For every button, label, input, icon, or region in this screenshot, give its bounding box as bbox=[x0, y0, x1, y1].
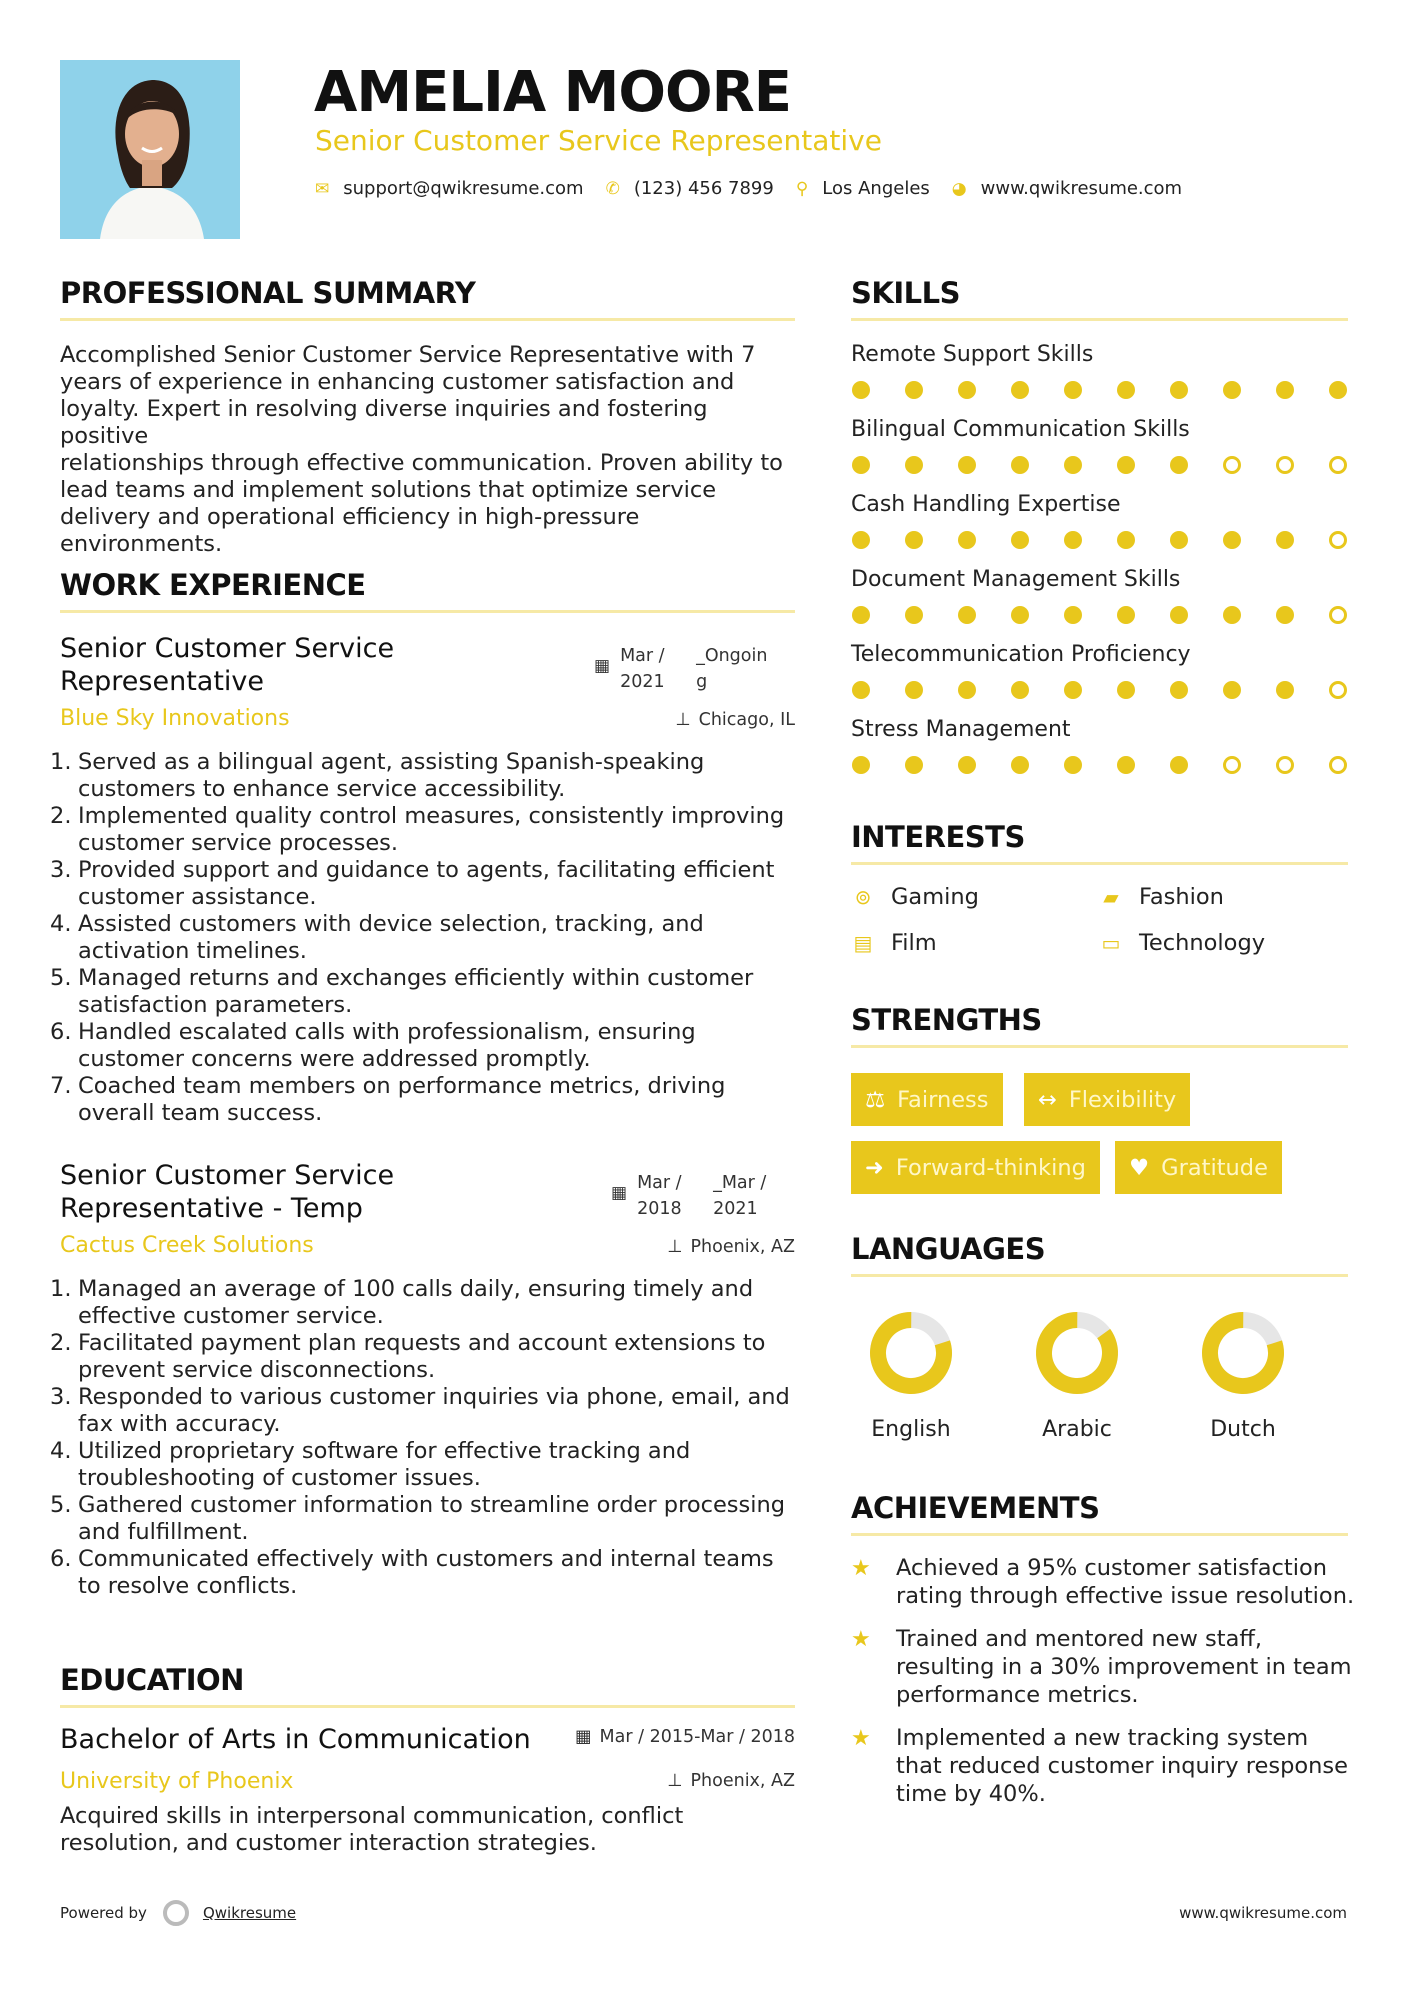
skills-heading: SKILLS bbox=[851, 276, 960, 310]
interest-item bbox=[1099, 884, 1224, 910]
job-start-date: Mar / 2021 bbox=[620, 646, 665, 692]
skill-dot-empty bbox=[1329, 456, 1347, 474]
skill-dot-filled bbox=[1276, 681, 1294, 699]
list-item: 2. Implemented quality control measures, consistently improving customer service processes. bbox=[50, 803, 785, 856]
skill-dot-filled bbox=[1117, 606, 1135, 624]
skill-dot-empty bbox=[1329, 606, 1347, 624]
skill-dot-filled bbox=[905, 456, 923, 474]
skill-dot-empty bbox=[1223, 456, 1241, 474]
interest-label: Film bbox=[891, 930, 937, 956]
language-name: Dutch bbox=[1210, 1417, 1276, 1442]
education-description bbox=[60, 1803, 795, 1857]
list-item: 1. Managed an average of 100 calls daily, ensuring timely and effective customer service. bbox=[50, 1276, 754, 1329]
arrows-horizontal-icon: ↔ bbox=[1038, 1086, 1057, 1113]
interest-label: Fashion bbox=[1139, 884, 1224, 910]
skill-name: Remote Support Skills bbox=[851, 342, 1094, 367]
language-name: Arabic bbox=[1042, 1417, 1112, 1442]
laptop-icon: ▭ bbox=[1101, 931, 1121, 955]
skills-divider bbox=[851, 318, 1348, 321]
balance-scale-icon: ⚖ bbox=[865, 1086, 886, 1113]
list-item: 4. Utilized proprietary software for effective tracking and troubleshooting of customer issues. bbox=[50, 1438, 691, 1491]
interest-item bbox=[851, 884, 979, 910]
film-icon: ▤ bbox=[853, 931, 873, 955]
skill-dot-filled bbox=[1011, 381, 1029, 399]
list-item: 3. Responded to various customer inquiries via phone, email, and fax with accuracy. bbox=[50, 1384, 790, 1437]
summary-heading: PROFESSIONAL SUMMARY bbox=[60, 276, 476, 310]
interest-item bbox=[1099, 930, 1265, 956]
list-item: 4. Assisted customers with device selection, tracking, and activation timelines. bbox=[50, 911, 704, 964]
interest-label: Gaming bbox=[891, 884, 979, 910]
list-item: 5. Managed returns and exchanges efficiently within customer satisfaction parameters. bbox=[50, 965, 754, 1018]
skill-dot-empty bbox=[1329, 756, 1347, 774]
summary-line: Accomplished Senior Customer Service Representative with 7 bbox=[60, 342, 756, 368]
language-ring-fill bbox=[1033, 1309, 1121, 1397]
skill-dot-filled bbox=[1117, 456, 1135, 474]
interests-heading: INTERESTS bbox=[851, 820, 1025, 854]
education-desc-line: Acquired skills in interpersonal communication, conflict bbox=[60, 1803, 684, 1829]
skill-rating bbox=[852, 456, 1352, 476]
education-location bbox=[667, 1771, 795, 1791]
education-desc-line: resolution, and customer interaction strategies. bbox=[60, 1830, 597, 1856]
job-title-line: Senior Customer Service bbox=[60, 1160, 395, 1191]
job-dates bbox=[611, 1170, 766, 1222]
globe-icon: ◕ bbox=[951, 178, 967, 199]
achievements-divider bbox=[851, 1533, 1348, 1536]
map-marker-icon: ⚲ bbox=[795, 178, 809, 199]
summary-line: delivery and operational efficiency in high-pressure bbox=[60, 504, 640, 530]
skill-dot-filled bbox=[1064, 756, 1082, 774]
achievement-item: ★ Trained and mentored new staff, resulting in a 30% improvement in team performance metrics. bbox=[851, 1626, 1352, 1708]
job-location bbox=[675, 710, 795, 730]
pushpin-icon: ⊥ bbox=[675, 710, 691, 730]
skill-dot-empty bbox=[1276, 756, 1294, 774]
skill-dot-filled bbox=[1170, 381, 1188, 399]
skill-dot-filled bbox=[1170, 606, 1188, 624]
candidate-name: AMELIA MOORE bbox=[314, 60, 791, 125]
contact-location: Los Angeles bbox=[822, 178, 930, 199]
skill-dot-filled bbox=[958, 456, 976, 474]
skill-dot-filled bbox=[852, 381, 870, 399]
summary-line: environments. bbox=[60, 531, 223, 557]
skill-dot-filled bbox=[1011, 456, 1029, 474]
language-ring bbox=[1033, 1309, 1121, 1397]
skill-dot-filled bbox=[1011, 531, 1029, 549]
job-title bbox=[60, 632, 394, 698]
skill-dot-filled bbox=[852, 531, 870, 549]
job-end-date: _Mar / 2021 bbox=[713, 1173, 767, 1219]
strength-badge bbox=[1024, 1073, 1190, 1126]
skill-dot-empty bbox=[1329, 681, 1347, 699]
skill-dot-filled bbox=[958, 531, 976, 549]
pushpin-icon: ⊥ bbox=[667, 1771, 683, 1791]
achievement-item: ★ Achieved a 95% customer satisfaction rating through effective issue resolution. bbox=[851, 1555, 1355, 1609]
job-company: Blue Sky Innovations bbox=[60, 706, 290, 731]
skill-dot-filled bbox=[1170, 756, 1188, 774]
skill-dot-filled bbox=[958, 606, 976, 624]
skill-dot-filled bbox=[1064, 381, 1082, 399]
job-location-text: Phoenix, AZ bbox=[690, 1237, 795, 1257]
language-ring bbox=[867, 1309, 955, 1397]
list-item: 3. Provided support and guidance to agents, facilitating efficient customer assistance. bbox=[50, 857, 775, 910]
brand-link[interactable]: Qwikresume bbox=[202, 1904, 297, 1922]
skill-rating bbox=[852, 531, 1352, 551]
skill-dot-filled bbox=[905, 531, 923, 549]
list-item: 2. Facilitated payment plan requests and account extensions to prevent service disconnections. bbox=[50, 1330, 766, 1383]
education-divider bbox=[60, 1705, 795, 1708]
summary-line: lead teams and implement solutions that optimize service bbox=[60, 477, 717, 503]
skill-dot-filled bbox=[1276, 381, 1294, 399]
summary-divider bbox=[60, 318, 795, 321]
language-ring bbox=[1199, 1309, 1287, 1397]
summary-text bbox=[60, 342, 795, 558]
skill-rating bbox=[852, 756, 1352, 776]
powered-by-label: Powered by bbox=[60, 1904, 147, 1922]
skill-dot-filled bbox=[1117, 756, 1135, 774]
list-item: 5. Gathered customer information to streamline order processing and fulfillment. bbox=[50, 1492, 786, 1545]
job-end-date: _Ongoin g bbox=[696, 646, 768, 692]
strength-badge bbox=[851, 1141, 1100, 1194]
gamepad-icon: ⊚ bbox=[854, 885, 872, 909]
job-duties bbox=[50, 749, 795, 1127]
skill-dot-filled bbox=[852, 606, 870, 624]
skill-dot-filled bbox=[1276, 606, 1294, 624]
skill-dot-filled bbox=[1276, 531, 1294, 549]
skill-dot-filled bbox=[1170, 456, 1188, 474]
calendar-icon: ▦ bbox=[574, 1727, 592, 1747]
skill-dot-filled bbox=[852, 756, 870, 774]
contact-website[interactable]: www.qwikresume.com bbox=[980, 178, 1183, 199]
skill-rating bbox=[852, 606, 1352, 626]
skill-dot-filled bbox=[958, 756, 976, 774]
skill-dot-filled bbox=[1064, 606, 1082, 624]
job-company: Cactus Creek Solutions bbox=[60, 1233, 314, 1258]
language-ring-fill bbox=[1201, 1311, 1284, 1394]
job-start-date: Mar / 2018 bbox=[637, 1173, 682, 1219]
skill-dot-filled bbox=[1223, 531, 1241, 549]
strength-badge bbox=[851, 1073, 1003, 1126]
footer-site[interactable]: www.qwikresume.com bbox=[1179, 1904, 1347, 1922]
strength-label: Fairness bbox=[897, 1086, 989, 1113]
education-dates-text: Mar / 2015-Mar / 2018 bbox=[599, 1727, 795, 1747]
job-duties bbox=[50, 1276, 795, 1600]
qwikresume-logo-icon bbox=[163, 1900, 189, 1926]
achievement-item: ★ Implemented a new tracking system that reduced customer inquiry response time by 40%. bbox=[851, 1725, 1348, 1807]
skill-dot-empty bbox=[1276, 456, 1294, 474]
skill-dot-filled bbox=[905, 681, 923, 699]
skill-name: Cash Handling Expertise bbox=[851, 492, 1121, 517]
skill-dot-filled bbox=[958, 381, 976, 399]
skill-dot-filled bbox=[905, 756, 923, 774]
language-ring-fill bbox=[869, 1311, 952, 1394]
star-icon: ★ bbox=[851, 1726, 871, 1751]
skill-dot-empty bbox=[1223, 756, 1241, 774]
skill-name: Telecommunication Proficiency bbox=[851, 642, 1191, 667]
list-item: 6. Handled escalated calls with professionalism, ensuring customer concerns were addressed promptly. bbox=[50, 1019, 696, 1072]
skill-dot-filled bbox=[852, 681, 870, 699]
skill-dot-filled bbox=[1064, 456, 1082, 474]
languages-divider bbox=[851, 1274, 1348, 1277]
summary-line: loyalty. Expert in resolving diverse inquiries and fostering positive bbox=[60, 396, 708, 449]
languages-heading: LANGUAGES bbox=[851, 1232, 1046, 1266]
interest-label: Technology bbox=[1139, 930, 1266, 956]
skill-dot-filled bbox=[1011, 606, 1029, 624]
skill-dot-filled bbox=[1117, 381, 1135, 399]
achievements-heading: ACHIEVEMENTS bbox=[851, 1491, 1100, 1525]
skill-dot-filled bbox=[1117, 681, 1135, 699]
contact-email[interactable]: support@qwikresume.com bbox=[343, 178, 584, 199]
job-title bbox=[60, 1159, 394, 1225]
contact-bar bbox=[315, 178, 1204, 199]
list-item: 7. Coached team members on performance metrics, driving overall team success. bbox=[50, 1073, 726, 1126]
arrow-right-icon: ➜ bbox=[865, 1154, 884, 1181]
education-degree: Bachelor of Arts in Communication bbox=[60, 1724, 531, 1755]
job-title-line: Senior Customer Service bbox=[60, 633, 395, 664]
star-icon: ★ bbox=[851, 1556, 871, 1581]
skill-dot-filled bbox=[905, 381, 923, 399]
skill-name: Document Management Skills bbox=[851, 567, 1181, 592]
strength-label: Flexibility bbox=[1068, 1086, 1177, 1113]
heart-icon: ♥ bbox=[1129, 1154, 1150, 1181]
email-icon: ✉ bbox=[315, 178, 330, 199]
work-heading: WORK EXPERIENCE bbox=[60, 568, 366, 602]
language-name: English bbox=[871, 1417, 951, 1442]
skill-rating bbox=[852, 681, 1352, 701]
candidate-role: Senior Customer Service Representative bbox=[315, 124, 882, 157]
interest-item bbox=[851, 930, 937, 956]
job-title-line: Representative - Temp bbox=[60, 1193, 363, 1224]
skill-rating bbox=[852, 381, 1352, 401]
skill-name: Stress Management bbox=[851, 717, 1071, 742]
skill-dot-filled bbox=[1117, 531, 1135, 549]
phone-icon: ✆ bbox=[605, 178, 620, 199]
star-icon: ★ bbox=[851, 1627, 871, 1652]
shopping-bag-icon: ▰ bbox=[1103, 885, 1119, 909]
skill-dot-filled bbox=[1064, 531, 1082, 549]
calendar-icon: ▦ bbox=[594, 656, 611, 676]
job-title-line: Representative bbox=[60, 666, 265, 697]
skill-dot-filled bbox=[1170, 531, 1188, 549]
skill-dot-filled bbox=[1011, 681, 1029, 699]
strengths-divider bbox=[851, 1045, 1348, 1048]
summary-line: relationships through effective communication. Proven ability to bbox=[60, 450, 783, 476]
education-dates bbox=[575, 1727, 795, 1747]
education-school: University of Phoenix bbox=[60, 1769, 294, 1794]
skill-dot-filled bbox=[852, 456, 870, 474]
footer-powered-by bbox=[60, 1900, 296, 1926]
skill-dot-filled bbox=[1223, 606, 1241, 624]
job-dates bbox=[594, 643, 767, 695]
contact-phone[interactable]: (123) 456 7899 bbox=[633, 178, 774, 199]
profile-photo bbox=[60, 60, 240, 239]
skill-dot-empty bbox=[1329, 531, 1347, 549]
skill-dot-filled bbox=[905, 606, 923, 624]
interests-divider bbox=[851, 862, 1348, 865]
summary-line: years of experience in enhancing customer satisfaction and bbox=[60, 369, 735, 395]
skill-dot-filled bbox=[1011, 756, 1029, 774]
job-location bbox=[667, 1237, 795, 1257]
calendar-icon: ▦ bbox=[611, 1183, 628, 1203]
job-location-text: Chicago, IL bbox=[698, 710, 795, 730]
pushpin-icon: ⊥ bbox=[667, 1237, 683, 1257]
skill-dot-filled bbox=[1223, 681, 1241, 699]
strength-badge bbox=[1115, 1141, 1282, 1194]
education-location-text: Phoenix, AZ bbox=[690, 1771, 795, 1791]
work-divider bbox=[60, 610, 795, 613]
education-heading: EDUCATION bbox=[60, 1663, 244, 1697]
skill-name: Bilingual Communication Skills bbox=[851, 417, 1190, 442]
skill-dot-filled bbox=[1223, 381, 1241, 399]
skill-dot-filled bbox=[1329, 381, 1347, 399]
strength-label: Gratitude bbox=[1161, 1154, 1268, 1181]
strength-label: Forward-thinking bbox=[895, 1154, 1086, 1181]
strengths-heading: STRENGTHS bbox=[851, 1003, 1042, 1037]
list-item: 1. Served as a bilingual agent, assisting Spanish-speaking customers to enhance service accessibility. bbox=[50, 749, 705, 802]
skill-dot-filled bbox=[1170, 681, 1188, 699]
skill-dot-filled bbox=[1064, 681, 1082, 699]
list-item: 6. Communicated effectively with customers and internal teams to resolve conflicts. bbox=[50, 1546, 774, 1599]
skill-dot-filled bbox=[958, 681, 976, 699]
